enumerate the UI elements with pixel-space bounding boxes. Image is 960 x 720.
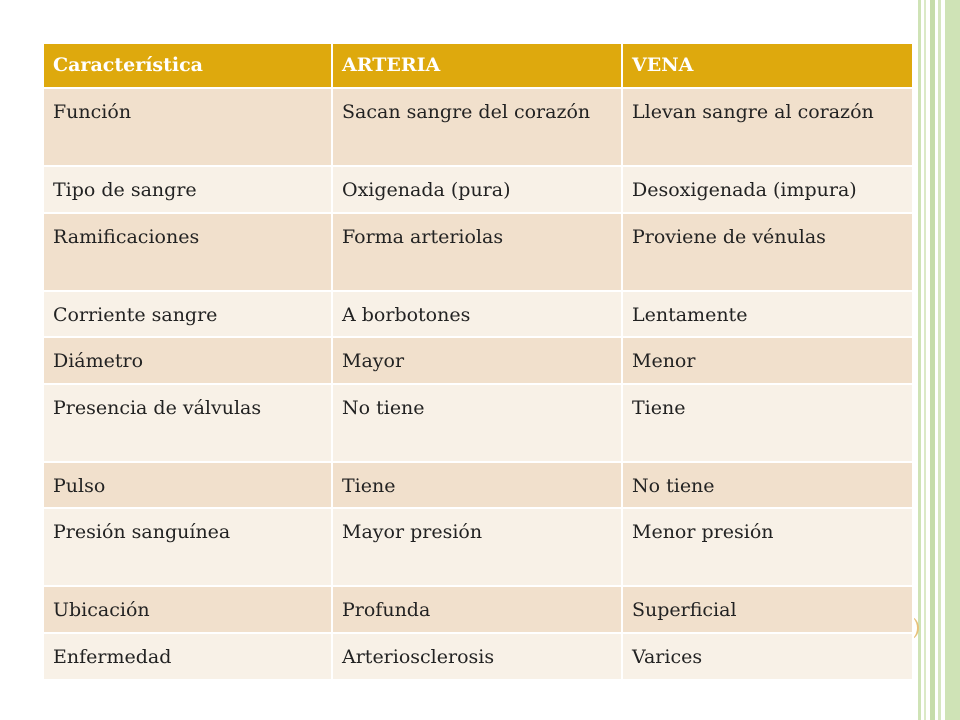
- table-cell: Presencia de válvulas: [43, 384, 332, 462]
- table-cell: No tiene: [332, 384, 622, 462]
- table-cell: Desoxigenada (impura): [622, 166, 913, 213]
- comparison-table: [42, 42, 914, 681]
- table-cell: Diámetro: [43, 337, 332, 384]
- table-cell: Enfermedad: [43, 633, 332, 680]
- table-row: [43, 384, 913, 462]
- table-cell: Ubicación: [43, 586, 332, 633]
- border-stripe: [938, 0, 941, 720]
- table-row: [43, 291, 913, 338]
- table-cell: Corriente sangre: [43, 291, 332, 338]
- table-cell: Menor: [622, 337, 913, 384]
- table-cell: Mayor presión: [332, 508, 622, 586]
- table-header-row: [43, 43, 913, 88]
- table-cell: Varices: [622, 633, 913, 680]
- border-stripe: [918, 0, 921, 720]
- header-arteria: ARTERIA: [332, 43, 622, 88]
- table-row: [43, 166, 913, 213]
- border-stripe: [924, 0, 926, 720]
- table-cell: Superficial: [622, 586, 913, 633]
- table-row: [43, 337, 913, 384]
- table-row: [43, 633, 913, 680]
- table-cell: Tipo de sangre: [43, 166, 332, 213]
- table-row: [43, 462, 913, 509]
- table-row: [43, 508, 913, 586]
- table-row: [43, 88, 913, 166]
- table-cell: Forma arteriolas: [332, 213, 622, 291]
- table-cell: Presión sanguínea: [43, 508, 332, 586]
- table-cell: Tiene: [332, 462, 622, 509]
- table-cell: Pulso: [43, 462, 332, 509]
- table-cell: Proviene de vénulas: [622, 213, 913, 291]
- header-vena: VENA: [622, 43, 913, 88]
- table-cell: Ramificaciones: [43, 213, 332, 291]
- table-cell: Función: [43, 88, 332, 166]
- table-cell: Profunda: [332, 586, 622, 633]
- table-cell: Tiene: [622, 384, 913, 462]
- header-caracteristica: Característica: [43, 43, 332, 88]
- table-cell: Oxigenada (pura): [332, 166, 622, 213]
- table-cell: No tiene: [622, 462, 913, 509]
- table-cell: A borbotones: [332, 291, 622, 338]
- table-cell: Sacan sangre del corazón: [332, 88, 622, 166]
- table-row: [43, 213, 913, 291]
- table-cell: Lentamente: [622, 291, 913, 338]
- border-stripe: [930, 0, 935, 720]
- border-stripe: [945, 0, 960, 720]
- table-cell: Mayor: [332, 337, 622, 384]
- table-cell: Llevan sangre al corazón: [622, 88, 913, 166]
- table-row: [43, 586, 913, 633]
- table-cell: Menor presión: [622, 508, 913, 586]
- table-cell: Arteriosclerosis: [332, 633, 622, 680]
